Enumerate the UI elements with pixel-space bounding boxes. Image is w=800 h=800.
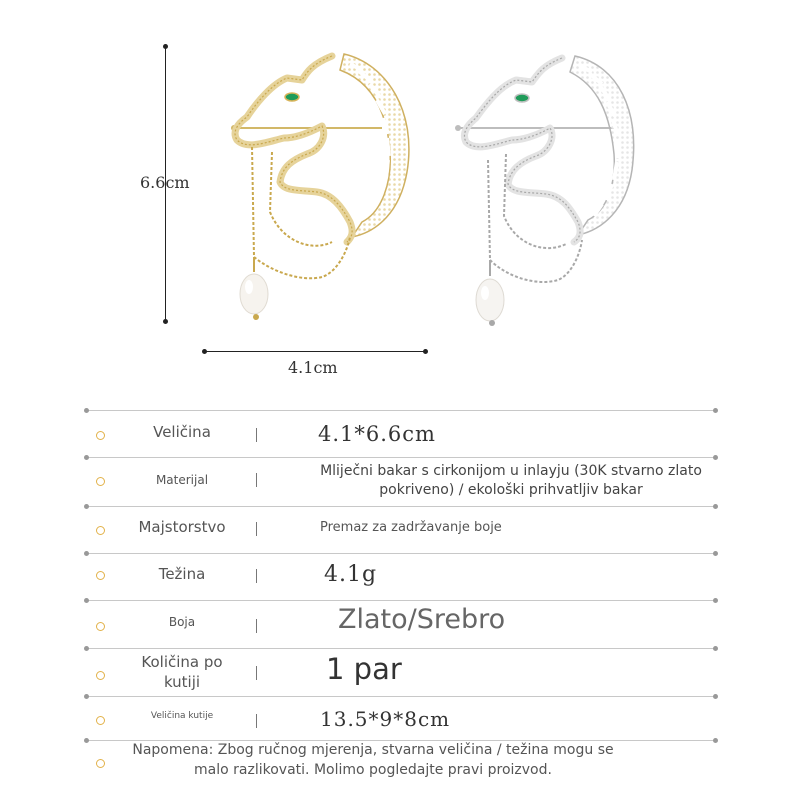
spec-row-quantity — [0, 649, 800, 696]
bullet-icon — [96, 571, 105, 580]
spec-value: 1 par — [326, 652, 402, 686]
spec-value: 4.1g — [324, 562, 378, 587]
bullet-icon — [96, 716, 105, 725]
bullet-icon — [96, 671, 105, 680]
separator — [256, 473, 257, 487]
row-divider — [86, 410, 716, 411]
bullet-icon — [96, 526, 105, 535]
spec-value: 4.1*6.6cm — [318, 422, 436, 446]
spec-row-size — [0, 412, 800, 457]
spec-row-craft — [0, 507, 800, 553]
spec-label: Veličina — [153, 423, 211, 441]
separator — [256, 428, 257, 442]
product-image-area — [0, 0, 800, 395]
width-dimension-line — [204, 351, 426, 352]
spec-value: Zlato/Srebro — [338, 604, 506, 635]
bullet-icon — [96, 622, 105, 631]
spec-row-color — [0, 601, 800, 648]
separator — [256, 569, 257, 583]
separator — [256, 619, 257, 633]
bullet-icon — [96, 431, 105, 440]
spec-row-weight — [0, 554, 800, 600]
separator — [256, 714, 257, 728]
spec-table — [0, 400, 800, 800]
spec-value: 13.5*9*8cm — [320, 707, 451, 731]
spec-value: Mliječni bakar s cirkonijom u inlayju (30K stvarno zlato pokriveno) / ekološki prihvatljiv bakar — [320, 463, 702, 498]
width-dimension-label: 4.1cm — [288, 358, 338, 377]
spec-label: Količina po kutiji — [141, 653, 223, 691]
spec-label: Veličina kutije — [150, 711, 214, 721]
spec-row-material — [0, 458, 800, 506]
spec-row-box-size — [0, 697, 800, 740]
bullet-icon — [96, 477, 105, 486]
spec-value: Premaz za zadržavanje boje — [320, 520, 502, 535]
spec-label: Materijal — [155, 473, 209, 487]
spec-label: Težina — [158, 565, 206, 583]
separator — [256, 522, 257, 536]
spec-label: Boja — [168, 615, 196, 629]
gold-horse-brooch-image — [212, 42, 428, 332]
spec-label: Majstorstvo — [138, 518, 226, 536]
separator — [256, 666, 257, 680]
silver-horse-brooch-image — [450, 50, 650, 330]
measurement-note: Napomena: Zbog ručnog mjerenja, stvarna veličina / težina mogu se malo razlikovati. Molimo pogledajte pravi proizvod. — [132, 742, 614, 778]
height-dimension-label: 6.6cm — [140, 173, 190, 192]
bullet-icon — [96, 759, 105, 768]
